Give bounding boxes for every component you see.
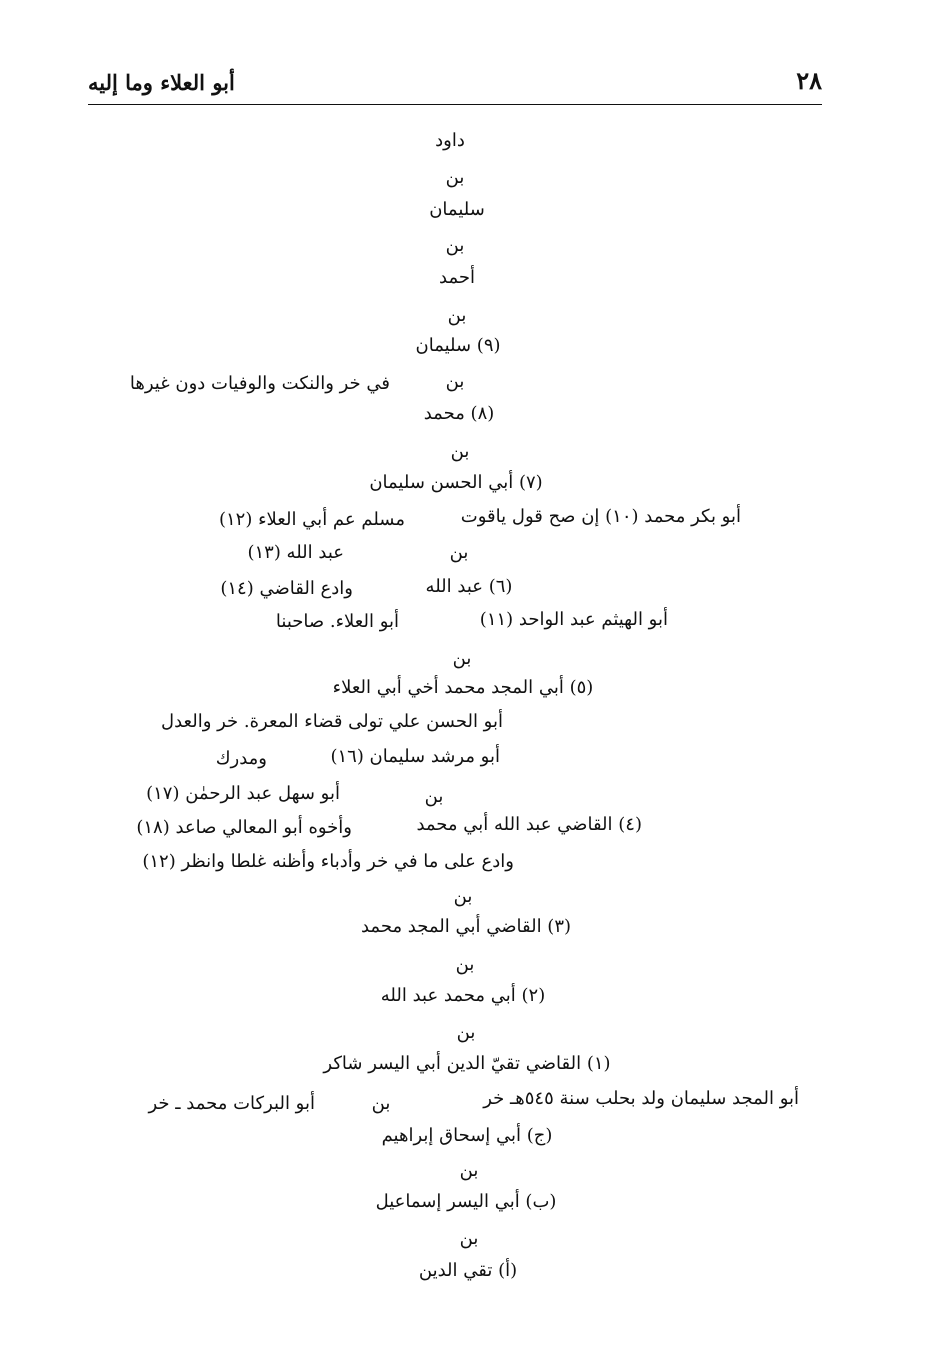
tree-connector-bin: بن (424, 786, 444, 807)
tree-node-abi-alyusr-b: (ب) أبي اليسر إسماعيل (375, 1191, 557, 1212)
tree-connector-bin: بن (445, 371, 465, 392)
tree-node-taqi-aldin-a: (أ) تقي الدين (418, 1260, 518, 1281)
tree-note-wadi: وادع على ما في خر وأدباء وأظنه غلطا وانظر (١٢) (142, 851, 514, 872)
tree-node-ahmad: أحمد (439, 267, 475, 288)
tree-connector-bin: بن (455, 954, 475, 975)
tree-node-alqadi-1: (١) القاضي تقيّ الدين أبي اليسر شاكر (323, 1053, 611, 1074)
tree-node-abi-alhasan-7: (٧) أبي الحسن سليمان (369, 472, 543, 493)
page-number: ٢٨ (796, 66, 822, 95)
tree-node-abdallah-6: (٦) عبد الله (425, 576, 513, 597)
tree-connector-bin: بن (459, 1228, 479, 1249)
tree-node-alqadi-3: (٣) القاضي أبي المجد محمد (360, 916, 572, 937)
tree-node-abu-almajd-birth: أبو المجد سليمان ولد بحلب سنة ٥٤٥هـ خر (483, 1088, 799, 1109)
tree-connector-bin: بن (371, 1093, 391, 1114)
tree-connector-bin: بن (452, 648, 472, 669)
tree-connector-bin: بن (445, 235, 465, 256)
tree-connector-bin: بن (445, 167, 465, 188)
tree-node-abi-almajd-5: (٥) أبي المجد محمد أخي أبي العلاء (332, 677, 594, 698)
tree-node-wadi-14: وادع القاضي (١٤) (220, 578, 353, 599)
tree-node-sulayman: سليمان (429, 199, 485, 220)
tree-connector-bin: بن (450, 441, 470, 462)
tree-node-abi-muhammad-2: (٢) أبي محمد عبد الله (380, 985, 546, 1006)
tree-node-abu-sahl-17: أبو سهل عبد الرحمٰن (١٧) (146, 783, 340, 804)
tree-node-abu-murshid-16: أبو مرشد سليمان (١٦) (330, 746, 500, 767)
page-header (88, 64, 822, 105)
tree-node-abu-alhasan-ali: أبو الحسن علي تولى قضاء المعرة. خر والعدل (161, 711, 503, 732)
book-title: أبو العلاء وما إليه (88, 70, 235, 95)
tree-connector-bin: بن (453, 886, 473, 907)
tree-node-wa-mudrik: ومدرك (215, 748, 267, 769)
tree-node-muslim-12: مسلم عم أبي العلاء (١٢) (218, 509, 405, 530)
tree-connector-bin: بن (449, 542, 469, 563)
tree-node-akhuhu-18: وأخوه أبو المعالي صاعد (١٨) (136, 817, 352, 838)
tree-node-abu-alhaytham-11: أبو الهيثم عبد الواحد (١١) (479, 609, 668, 630)
tree-node-abu-bakr-10: أبو بكر محمد (١٠) إن صح قول ياقوت (460, 506, 741, 527)
tree-node-abu-albarakat: أبو البركات محمد ـ خر (148, 1093, 315, 1114)
tree-note-khar: في خر والنكت والوفيات دون غيرها (129, 373, 390, 394)
tree-connector-bin: بن (447, 305, 467, 326)
tree-node-muhammad-8: (٨) محمد (423, 403, 495, 424)
tree-node-abdallah-13: عبد الله (١٣) (247, 542, 344, 563)
tree-connector-bin: بن (459, 1160, 479, 1181)
tree-node-sulayman-9: (٩) سليمان (415, 335, 501, 356)
tree-node-alqadi-4: (٤) القاضي عبد الله أبي محمد (416, 814, 642, 835)
tree-node-dawud: داود (435, 130, 465, 151)
tree-node-abi-ishaq-j: (ج) أبي إسحاق إبراهيم (381, 1125, 553, 1146)
tree-node-abu-alala: أبو العلاء. صاحبنا (275, 611, 399, 632)
tree-connector-bin: بن (456, 1022, 476, 1043)
